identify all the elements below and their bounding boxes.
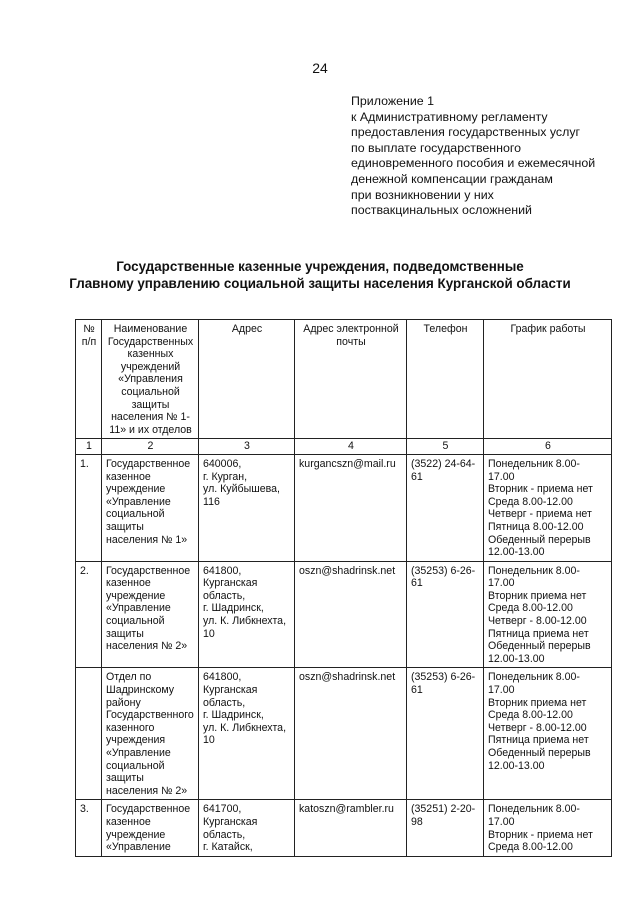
cell-email [295, 800, 407, 856]
cell-name [102, 561, 199, 668]
appendix-line: поствакцинальных осложнений [351, 203, 532, 218]
cell-email [295, 454, 407, 561]
title-line: Государственные казенные учреждения, подведомственные [116, 259, 524, 274]
cell-line: Курганская [203, 684, 258, 697]
header-number [76, 320, 102, 439]
appendix-line: единовременного пособия и ежемесячной [351, 156, 596, 171]
cell-line: населения № 1- [111, 411, 190, 424]
column-number: 3 [199, 439, 295, 455]
cell-line: 61 [411, 470, 423, 483]
cell-line: Понедельник 8.00- [488, 564, 580, 577]
cell-line: Вторник - приема нет [488, 828, 593, 841]
cell-schedule [484, 668, 612, 800]
column-number: 4 [295, 439, 407, 455]
cell-line: казенное [106, 815, 151, 828]
cell-line: 116 [203, 495, 220, 508]
cell-line: г. Шадринск, [203, 602, 264, 615]
cell-line: katoszn@rambler.ru [299, 803, 394, 816]
cell-number [76, 668, 102, 800]
cell-line: 17.00 [488, 577, 515, 590]
cell-line: kurgancszn@mail.ru [299, 457, 396, 470]
cell-line: казенных [127, 348, 174, 361]
cell-line: область, [203, 828, 246, 841]
header-phone [407, 320, 484, 439]
header-schedule [484, 320, 612, 439]
cell-line: г. Курган, [203, 470, 248, 483]
cell-line: г. Шадринск, [203, 709, 264, 722]
cell-line: социальной [106, 759, 165, 772]
cell-line: Телефон [423, 323, 468, 335]
appendix-line: при возникновении у них [351, 187, 494, 202]
cell-line: Шадринскому [106, 684, 175, 697]
column-number-row [76, 439, 612, 455]
cell-line: 12.00-13.00 [488, 652, 545, 665]
cell-phone [407, 800, 484, 856]
cell-line: (3522) 24-64- [411, 457, 476, 470]
cell-email [295, 668, 407, 800]
cell-line: социальной [121, 385, 180, 398]
table-row [76, 454, 612, 561]
cell-line: Обеденный перерыв [488, 747, 591, 759]
cell-line: «Управление [106, 747, 171, 759]
cell-line: социальной [106, 508, 165, 521]
cell-line: району [106, 696, 141, 709]
cell-line: Отдел по [106, 671, 152, 684]
cell-line: 641800, [203, 564, 242, 577]
cell-line: (35253) 6-26- [411, 564, 476, 577]
cell-address [199, 561, 295, 668]
cell-line: Государственное [106, 803, 191, 816]
cell-line: ул. К. Либкнехта, [203, 721, 287, 734]
column-number: 1 [76, 439, 102, 455]
cell-email [295, 561, 407, 668]
cell-line: населения № 2» [106, 784, 188, 797]
cell-line: 12.00-13.00 [488, 759, 545, 772]
appendix-line: Приложение 1 [351, 94, 435, 108]
table-body [76, 454, 612, 856]
cell-line: Понедельник 8.00- [488, 803, 580, 816]
column-number: 2 [102, 439, 199, 455]
cell-name [102, 800, 199, 856]
cell-line: Среда 8.00-12.00 [488, 495, 573, 508]
cell-line: «Управление [106, 602, 171, 615]
cell-line: Пятница приема нет [488, 734, 589, 747]
cell-line: 641700, [203, 803, 242, 816]
cell-line: защиты [106, 520, 144, 533]
cell-number: 3. [76, 800, 102, 856]
cell-line: 61 [411, 684, 423, 697]
cell-line: oszn@shadrinsk.net [299, 671, 396, 684]
cell-schedule [484, 561, 612, 668]
column-number: 5 [407, 439, 484, 455]
cell-line: Четверг - приема нет [488, 508, 592, 521]
cell-line: учреждение [106, 483, 166, 496]
cell-line: защиты [131, 398, 170, 411]
cell-line: населения № 1» [106, 533, 188, 546]
cell-line: социальной [106, 615, 165, 628]
cell-schedule [484, 800, 612, 856]
header-email [295, 320, 407, 439]
cell-name [102, 668, 199, 800]
table-row [76, 561, 612, 668]
cell-phone [407, 561, 484, 668]
cell-line: Наименование [113, 323, 188, 335]
cell-line: Вторник - приема нет [488, 483, 593, 496]
cell-line: защиты [106, 627, 144, 640]
cell-line: 10 [203, 627, 215, 640]
appendix-line: денежной компенсации гражданам [351, 171, 553, 186]
cell-line: населения № 2» [106, 640, 188, 653]
cell-line: График работы [510, 323, 586, 335]
header-name [102, 320, 199, 439]
cell-line: «Управление [106, 495, 171, 508]
cell-line: учреждение [106, 589, 166, 602]
cell-line: п/п [81, 335, 97, 348]
cell-line: учреждения [106, 734, 166, 747]
cell-line: Адрес электронной [303, 323, 399, 335]
cell-line: (35253) 6-26- [411, 671, 476, 684]
cell-line: Вторник приема нет [488, 696, 587, 709]
header-row [76, 320, 612, 439]
cell-line: ул. Куйбышева, [203, 483, 280, 496]
appendix-line: предоставления государственных услуг [351, 125, 581, 140]
title-line: Главному управлению социальной защиты населения Курганской области [69, 276, 571, 291]
cell-line: Государственное [106, 564, 191, 577]
document-title [0, 258, 640, 292]
cell-line: учреждение [106, 828, 166, 841]
cell-address [199, 668, 295, 800]
cell-line: Курганская [203, 577, 258, 590]
cell-line: учреждений [120, 360, 181, 373]
cell-address [199, 800, 295, 856]
cell-name [102, 454, 199, 561]
cell-line: 17.00 [488, 815, 515, 828]
cell-line: 17.00 [488, 684, 515, 697]
cell-line: 17.00 [488, 470, 515, 483]
cell-number: 1. [76, 454, 102, 561]
appendix-line: к Административному регламенту [351, 109, 548, 124]
cell-number: 2. [76, 561, 102, 668]
table-row [76, 800, 612, 856]
cell-line: Обеденный перерыв [488, 533, 591, 546]
cell-line: 640006, [203, 457, 242, 470]
cell-line: казенное [106, 577, 151, 590]
cell-line: (35251) 2-20- [411, 803, 476, 816]
cell-line: Среда 8.00-12.00 [488, 709, 573, 722]
cell-phone [407, 668, 484, 800]
table-header [76, 320, 612, 455]
cell-line: почты [336, 335, 366, 348]
cell-line: Понедельник 8.00- [488, 671, 580, 684]
cell-line: 98 [411, 815, 423, 828]
cell-line: № [83, 323, 95, 335]
header-address [199, 320, 295, 439]
cell-phone [407, 454, 484, 561]
cell-line: 61 [411, 577, 423, 590]
cell-line: Адрес [231, 323, 263, 335]
cell-line: 11» и их отделов [109, 423, 192, 436]
cell-line: 10 [203, 734, 215, 747]
cell-line: Понедельник 8.00- [488, 457, 580, 470]
cell-line: Пятница приема нет [488, 627, 589, 640]
cell-line: 12.00-13.00 [488, 546, 545, 559]
cell-line: Государственных [107, 335, 194, 348]
cell-line: Пятница 8.00-12.00 [488, 520, 584, 533]
page-number: 24 [312, 60, 328, 76]
cell-line: казенное [106, 470, 151, 483]
cell-line: Государственного [106, 709, 194, 722]
cell-line: Курганская [203, 815, 258, 828]
cell-line: Вторник приема нет [488, 589, 587, 602]
cell-line: защиты [106, 772, 144, 785]
appendix-note [351, 94, 631, 219]
cell-line: Среда 8.00-12.00 [488, 841, 573, 854]
table-row [76, 668, 612, 800]
cell-line: «Управление [106, 841, 171, 854]
institutions-table [75, 319, 612, 857]
appendix-line: по выплате государственного [351, 140, 522, 155]
cell-line: область, [203, 589, 246, 602]
cell-line: казенного [106, 721, 155, 734]
cell-address [199, 454, 295, 561]
cell-line: Четверг - 8.00-12.00 [488, 615, 587, 628]
cell-schedule [484, 454, 612, 561]
cell-line: Государственное [106, 457, 191, 470]
cell-line: Обеденный перерыв [488, 640, 591, 653]
cell-line: ул. К. Либкнехта, [203, 615, 287, 628]
cell-line: Четверг - 8.00-12.00 [488, 721, 587, 734]
cell-line: Среда 8.00-12.00 [488, 602, 573, 615]
column-number: 6 [484, 439, 612, 455]
cell-line: «Управления [118, 373, 183, 386]
cell-line: г. Катайск, [203, 841, 253, 854]
cell-line: область, [203, 696, 246, 709]
cell-line: 641800, [203, 671, 242, 684]
cell-line: oszn@shadrinsk.net [299, 564, 396, 577]
